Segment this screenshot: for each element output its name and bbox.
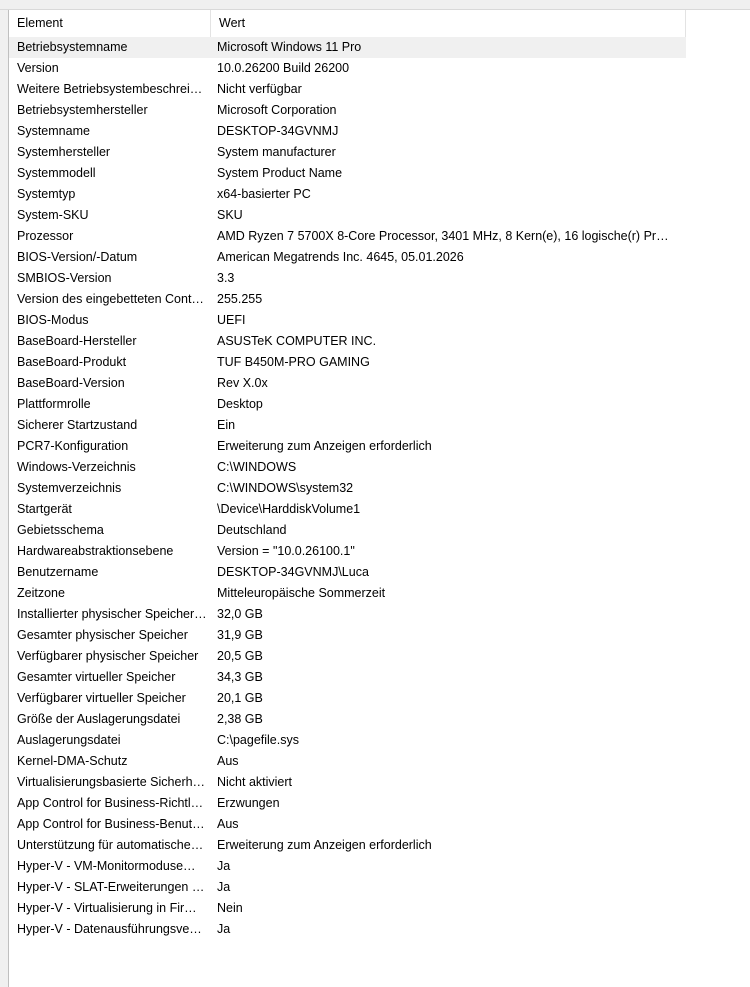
cell-element: Kernel-DMA-Schutz: [17, 754, 128, 768]
cell-element: Weitere Betriebsystembeschrei…: [17, 82, 203, 96]
cell-element: Virtualisierungsbasierte Sicherh…: [17, 775, 206, 789]
cell-wert: Ein: [217, 418, 236, 432]
column-header-wert[interactable]: Wert: [211, 10, 686, 37]
table-row[interactable]: [9, 394, 750, 415]
table-row[interactable]: [9, 121, 750, 142]
table-row[interactable]: [9, 58, 750, 79]
cell-element: SMBIOS-Version: [17, 271, 112, 285]
cell-wert: DESKTOP-34GVNMJ: [217, 124, 339, 138]
cell-element: Installierter physischer Speicher…: [17, 607, 207, 621]
cell-wert: System Product Name: [217, 166, 343, 180]
cell-element: System-SKU: [17, 208, 89, 222]
cell-wert: x64-basierter PC: [217, 187, 311, 201]
table-row[interactable]: [9, 877, 750, 898]
table-row[interactable]: [9, 919, 750, 940]
cell-element: Hyper-V - Datenausführungsve…: [17, 922, 202, 936]
table-row[interactable]: [9, 814, 750, 835]
cell-wert: 31,9 GB: [217, 628, 263, 642]
cell-element: Windows-Verzeichnis: [17, 460, 136, 474]
table-row[interactable]: [9, 625, 750, 646]
cell-element: Prozessor: [17, 229, 74, 243]
table-row[interactable]: [9, 772, 750, 793]
cell-element: Systemname: [17, 124, 90, 138]
cell-wert: 2,38 GB: [217, 712, 263, 726]
table-row[interactable]: [9, 835, 750, 856]
cell-wert: System manufacturer: [217, 145, 336, 159]
cell-element: Version des eingebetteten Cont…: [17, 292, 204, 306]
table-row[interactable]: [9, 730, 750, 751]
top-strip: [0, 0, 750, 10]
cell-wert: Nicht aktiviert: [217, 775, 293, 789]
table-row[interactable]: [9, 247, 750, 268]
list-header: [9, 10, 750, 37]
cell-wert: American Megatrends Inc. 4645, 05.01.2026: [217, 250, 464, 264]
cell-wert: 32,0 GB: [217, 607, 263, 621]
cell-wert: Ja: [217, 880, 231, 894]
cell-wert: Erweiterung zum Anzeigen erforderlich: [217, 439, 432, 453]
table-row[interactable]: [9, 604, 750, 625]
table-row[interactable]: [9, 541, 750, 562]
table-row[interactable]: [9, 520, 750, 541]
table-row[interactable]: [9, 184, 750, 205]
table-row[interactable]: [9, 478, 750, 499]
cell-element: Systemhersteller: [17, 145, 111, 159]
cell-wert: Nein: [217, 901, 243, 915]
cell-wert: 255.255: [217, 292, 263, 306]
table-row[interactable]: [9, 205, 750, 226]
column-header-element[interactable]: Element: [9, 10, 211, 37]
cell-element: Version: [17, 61, 59, 75]
cell-wert: Ja: [217, 859, 231, 873]
table-row[interactable]: [9, 310, 750, 331]
cell-wert: AMD Ryzen 7 5700X 8-Core Processor, 3401 MHz, 8 Kern(e), 16 logische(r) Pr…: [217, 229, 669, 243]
cell-element: Hyper-V - VM-Monitormoduse…: [17, 859, 196, 873]
cell-element: Hyper-V - SLAT-Erweiterungen …: [17, 880, 205, 894]
cell-element: Betriebsystemname: [17, 40, 128, 54]
table-row[interactable]: [9, 79, 750, 100]
cell-wert: Deutschland: [217, 523, 287, 537]
cell-wert: Mitteleuropäische Sommerzeit: [217, 586, 386, 600]
table-row[interactable]: [9, 646, 750, 667]
list-rows: [9, 37, 750, 940]
cell-wert: Erweiterung zum Anzeigen erforderlich: [217, 838, 432, 852]
cell-wert: Ja: [217, 922, 231, 936]
table-row[interactable]: [9, 373, 750, 394]
cell-wert: \Device\HarddiskVolume1: [217, 502, 361, 516]
table-row[interactable]: [9, 709, 750, 730]
table-row[interactable]: [9, 226, 750, 247]
table-row[interactable]: [9, 856, 750, 877]
cell-element: Unterstützung für automatische…: [17, 838, 204, 852]
cell-wert: DESKTOP-34GVNMJ\Luca: [217, 565, 369, 579]
cell-wert: C:\WINDOWS\system32: [217, 481, 354, 495]
cell-element: Plattformrolle: [17, 397, 91, 411]
cell-element: Gebietsschema: [17, 523, 104, 537]
table-row[interactable]: [9, 562, 750, 583]
cell-element: Systemtyp: [17, 187, 76, 201]
cell-wert: 3.3: [217, 271, 235, 285]
table-row[interactable]: [9, 100, 750, 121]
cell-element: App Control for Business-Richtl…: [17, 796, 204, 810]
cell-wert: 20,5 GB: [217, 649, 263, 663]
cell-element: Systemmodell: [17, 166, 96, 180]
table-row[interactable]: [9, 667, 750, 688]
table-row[interactable]: [9, 142, 750, 163]
cell-element: Hyper-V - Virtualisierung in Fir…: [17, 901, 197, 915]
cell-element: Startgerät: [17, 502, 72, 516]
cell-wert: SKU: [217, 208, 243, 222]
cell-wert: ASUSTeK COMPUTER INC.: [217, 334, 377, 348]
cell-element: Verfügbarer physischer Speicher: [17, 649, 199, 663]
cell-wert: Version = "10.0.26100.1": [217, 544, 355, 558]
cell-element: App Control for Business-Benut…: [17, 817, 205, 831]
cell-wert: TUF B450M-PRO GAMING: [217, 355, 370, 369]
cell-element: PCR7-Konfiguration: [17, 439, 129, 453]
cell-wert: 20,1 GB: [217, 691, 263, 705]
cell-wert: Aus: [217, 817, 239, 831]
table-row[interactable]: [9, 163, 750, 184]
cell-element: BaseBoard-Version: [17, 376, 125, 390]
table-row[interactable]: [9, 793, 750, 814]
table-row[interactable]: [9, 688, 750, 709]
table-row[interactable]: [9, 583, 750, 604]
cell-element: Betriebsystemhersteller: [17, 103, 148, 117]
cell-element: Auslagerungsdatei: [17, 733, 121, 747]
cell-wert: 34,3 GB: [217, 670, 263, 684]
cell-wert: Rev X.0x: [217, 376, 268, 390]
table-row[interactable]: [9, 499, 750, 520]
table-row[interactable]: [9, 457, 750, 478]
cell-wert: C:\WINDOWS: [217, 460, 297, 474]
cell-element: Größe der Auslagerungsdatei: [17, 712, 181, 726]
cell-element: Systemverzeichnis: [17, 481, 122, 495]
system-summary-list[interactable]: [8, 10, 750, 987]
cell-wert: Erzwungen: [217, 796, 280, 810]
table-row[interactable]: [9, 352, 750, 373]
cell-element: BIOS-Version/-Datum: [17, 250, 138, 264]
table-row[interactable]: [9, 415, 750, 436]
table-row[interactable]: [9, 898, 750, 919]
cell-wert: Aus: [217, 754, 239, 768]
table-row[interactable]: [9, 331, 750, 352]
cell-element: Gesamter physischer Speicher: [17, 628, 188, 642]
table-row[interactable]: [9, 751, 750, 772]
table-row[interactable]: [9, 289, 750, 310]
cell-element: BIOS-Modus: [17, 313, 89, 327]
cell-wert: 10.0.26200 Build 26200: [217, 61, 350, 75]
cell-wert: Microsoft Corporation: [217, 103, 337, 117]
cell-element: BaseBoard-Hersteller: [17, 334, 137, 348]
table-row[interactable]: [9, 436, 750, 457]
cell-wert: Desktop: [217, 397, 263, 411]
cell-wert: UEFI: [217, 313, 246, 327]
cell-element: BaseBoard-Produkt: [17, 355, 127, 369]
cell-wert: Nicht verfügbar: [217, 82, 302, 96]
cell-element: Verfügbarer virtueller Speicher: [17, 691, 186, 705]
cell-element: Benutzername: [17, 565, 99, 579]
cell-element: Gesamter virtueller Speicher: [17, 670, 176, 684]
cell-wert: Microsoft Windows 11 Pro: [217, 40, 362, 54]
table-row[interactable]: [9, 37, 686, 58]
cell-wert: C:\pagefile.sys: [217, 733, 299, 747]
cell-element: Hardwareabstraktionsebene: [17, 544, 174, 558]
cell-element: Sicherer Startzustand: [17, 418, 138, 432]
cell-element: Zeitzone: [17, 586, 65, 600]
table-row[interactable]: [9, 268, 750, 289]
